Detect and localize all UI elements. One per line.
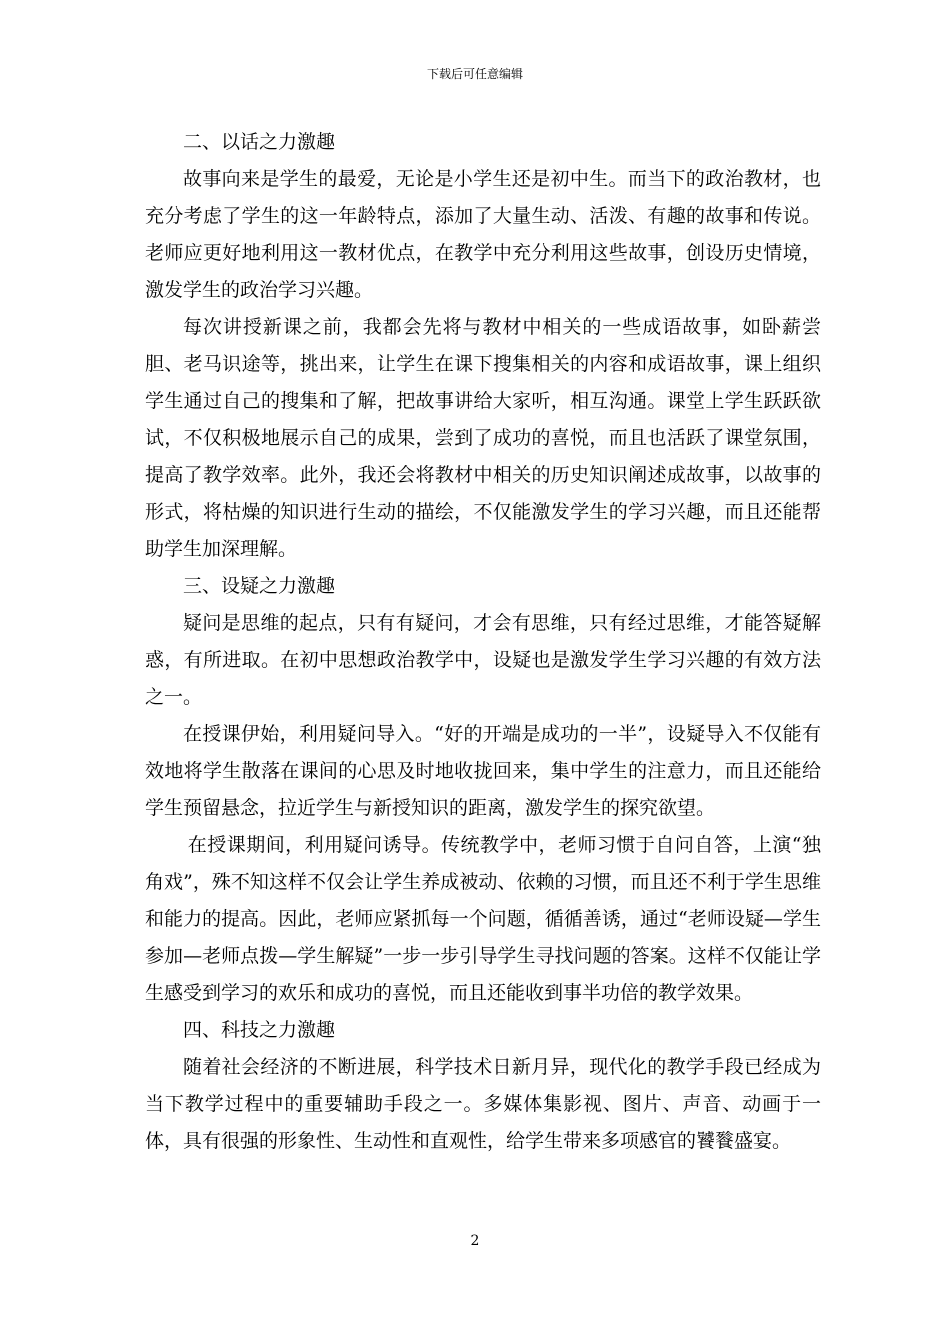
paragraph: 故事向来是学生的最爱，无论是小学生还是初中生。而当下的政治教材，也充分考虑了学生的这一年龄特点，添加了大量生动、活泼、有趣的故事和传说。老师应更好地利用这一教材优点，在教学中充分利用这些故事，创设历史情境，激发学生的政治学习兴趣。: [145, 168, 821, 301]
document-body: [145, 124, 821, 1160]
section-heading-4: 四、科技之力激趣: [183, 1019, 336, 1041]
paragraph: 在授课伊始，利用疑问导入。“好的开端是成功的一半”，设疑导入不仅能有效地将学生散落在课间的心思及时地收拢回来，集中学生的注意力，而且还能给学生预留悬念，拉近学生与新授知识的距离，激发学生的探究欲望。: [145, 723, 821, 819]
paragraph: 每次讲授新课之前，我都会先将与教材中相关的一些成语故事，如卧薪尝胆、老马识途等，挑出来，让学生在课下搜集相关的内容和成语故事，课上组织学生通过自己的搜集和了解，把故事讲给大家听，相互沟通。课堂上学生跃跃欲试，不仅积极地展示自己的成果，尝到了成功的喜悦，而且也活跃了课堂氛围，提高了教学效率。此外，我还会将教材中相关的历史知识阐述成故事，以故事的形式，将枯燥的知识进行生动的描绘，不仅能激发学生的学习兴趣，而且还能帮助学生加深理解。: [145, 316, 821, 560]
paragraph: 疑问是思维的起点，只有有疑问，才会有思维，只有经过思维，才能答疑解惑，有所进取。在初中思想政治教学中，设疑也是激发学生学习兴趣的有效方法之一。: [145, 612, 821, 708]
paragraph: 在授课期间，利用疑问诱导。传统教学中，老师习惯于自问自答，上演“独角戏”，殊不知这样不仅会让学生养成被动、依赖的习惯，而且还不利于学生思维和能力的提高。因此，老师应紧抓每一个问题，循循善诱，通过“老师设疑—学生参加—老师点拨—学生解疑”一步一步引导学生寻找问题的答案。这样不仅能让学生感受到学习的欢乐和成功的喜悦，而且还能收到事半功倍的教学效果。: [145, 834, 821, 1004]
paragraph: 随着社会经济的不断进展，科学技术日新月异，现代化的教学手段已经成为当下教学过程中的重要辅助手段之一。多媒体集影视、图片、声音、动画于一体，具有很强的形象性、生动性和直观性，给学生带来多项感官的饕餮盛宴。: [145, 1056, 821, 1152]
section-heading-3: 三、设疑之力激趣: [183, 575, 336, 597]
page-number: 2: [470, 1233, 480, 1249]
section-heading-2: 二、以话之力激趣: [183, 131, 336, 153]
page-header: 下载后可任意编辑: [426, 67, 523, 81]
